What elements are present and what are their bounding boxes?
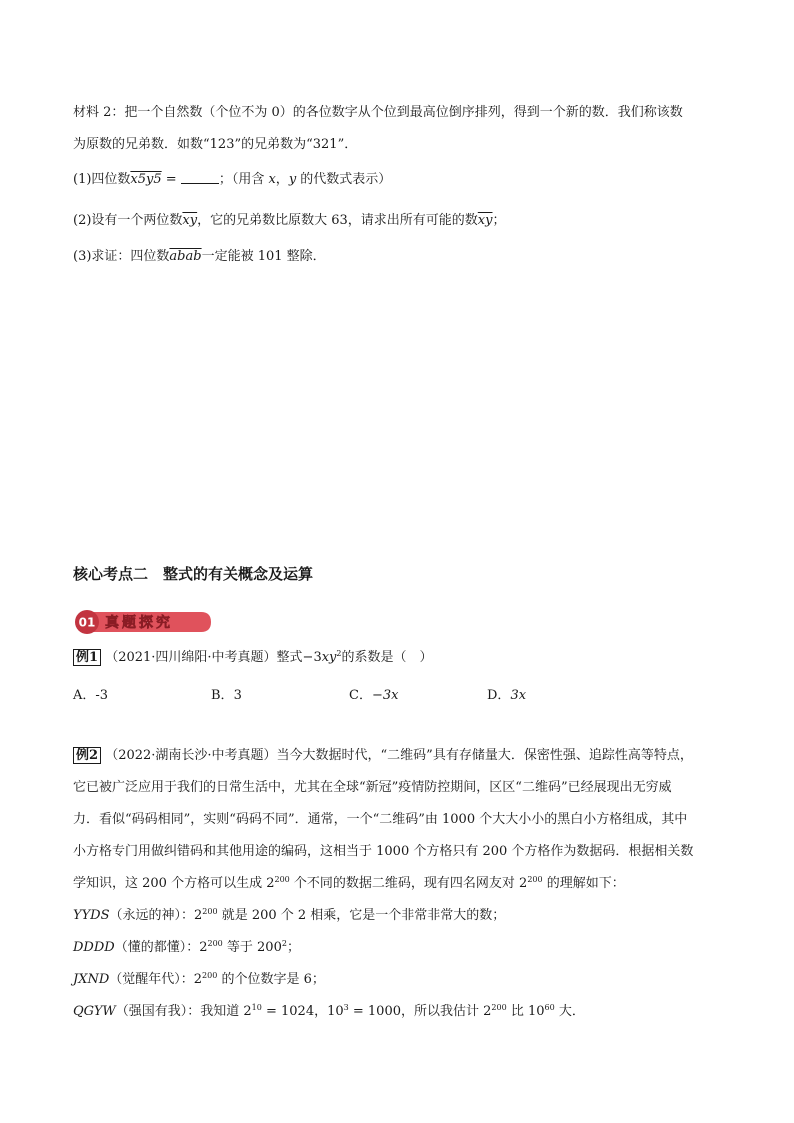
q1-number: x5y5 — [130, 172, 162, 187]
example-1-tail: 的系数是（ ） — [341, 650, 433, 665]
q1-hint: ；（用含 — [218, 172, 269, 187]
option-a[interactable]: A．-3 — [73, 688, 109, 703]
banner-text: 真题探究 — [105, 615, 173, 631]
option-b[interactable]: B．3 — [211, 688, 242, 703]
example-1-coefficient: −3 — [302, 650, 322, 665]
example-1-exponent: 2 — [336, 649, 342, 658]
q2-end: ； — [492, 213, 506, 228]
opinion-dddd: DDDD（懂的都懂）：$2^{200}$ 等于 $200^2$； — [73, 939, 300, 955]
example-2-line-2: 它已被广泛应用于我们的日常生活中，尤其在全球“新冠”疫情防控期间，区区“二维码”已经展现出无穷威 — [73, 780, 672, 795]
section-title: 核心考点二 整式的有关概念及运算 — [73, 565, 314, 583]
banner-badge: 01 — [78, 615, 96, 630]
q1-var-x: x — [268, 172, 276, 187]
q1-hint-end: 的代数式表示） — [296, 172, 392, 187]
example-2-line-1: 例2 （2022·湖南长沙·中考真题）当今大数据时代，“二维码”具有存储量大．保密性强、追踪性高等特点， — [73, 747, 693, 765]
example-1-tag: 例1 — [73, 649, 101, 666]
q1-answer-blank[interactable] — [181, 171, 219, 184]
q1-prefix: (1)四位数 — [73, 172, 131, 187]
material-2-line-2: 为原数的兄弟数．如数“123”的兄弟数为“321”． — [73, 137, 358, 152]
example-1-source: （2021·四川绵阳·中考真题）整式 — [105, 650, 303, 665]
question-3 — [73, 248, 326, 266]
q1-comma: ， — [275, 172, 289, 187]
example-2-line-4: 小方格专门用做纠错码和其他用途的编码，这相当于 1000 个方格只有 200 个方格作为数据码．根据相关数 — [73, 844, 694, 859]
opinion-qgyw: QGYW（强国有我）：我知道 $2^{10} = 1024$，$10^3 = 1000$，所以我估计 $2^{200}$ 比 $10^{60}$ 大． — [73, 1003, 585, 1019]
question-2 — [73, 212, 506, 230]
q3-suffix: 一定能被 101 整除． — [201, 249, 326, 264]
section-banner — [73, 609, 213, 635]
q2-number-repeat: $\overline{xy}$ — [477, 213, 493, 228]
opinion-jxnd: JXND（觉醒年代）：$2^{200}$ 的个位数字是 6； — [73, 971, 325, 987]
option-c[interactable]: C．−3x — [349, 688, 399, 703]
q3-prefix: (3)求证：四位数 — [73, 249, 170, 264]
example-2-line-5: 学知识，这 200 个方格可以生成 $2^{200}$ 个不同的数据二维码，现有四名网友对 $2^{200}$ 的理解如下： — [73, 875, 625, 891]
q2-prefix: (2)设有一个两位数 — [73, 213, 183, 228]
q1-var-y: y — [288, 172, 297, 187]
option-d[interactable]: D．3x — [487, 688, 527, 703]
example-1-variables: xy — [321, 650, 337, 665]
example-2-line-3: 力．看似“码码相同”，实则“码码不同”．通常，一个“二维码”由 1000 个大大小小的黑白小方格组成，其中 — [73, 812, 688, 827]
q3-number: abab — [169, 249, 202, 264]
opinion-yyds: YYDS（永远的神）：$2^{200}$ 就是 200 个 2 相乘，它是一个非常非常大的数； — [73, 907, 506, 923]
q1-equals: = — [161, 172, 181, 187]
example-2-tag: 例2 — [73, 747, 101, 764]
q2-number: $\overline{xy}$ — [182, 213, 198, 228]
q2-body: ，它的兄弟数比原数大 63，请求出所有可能的数 — [197, 213, 478, 228]
example-1-question — [73, 649, 433, 667]
question-1 — [73, 171, 391, 189]
material-2-line-1: 材料 2：把一个自然数（个位不为 0）的各位数字从个位到最高位倒序排列，得到一个新的数．我们称该数 — [73, 105, 683, 120]
